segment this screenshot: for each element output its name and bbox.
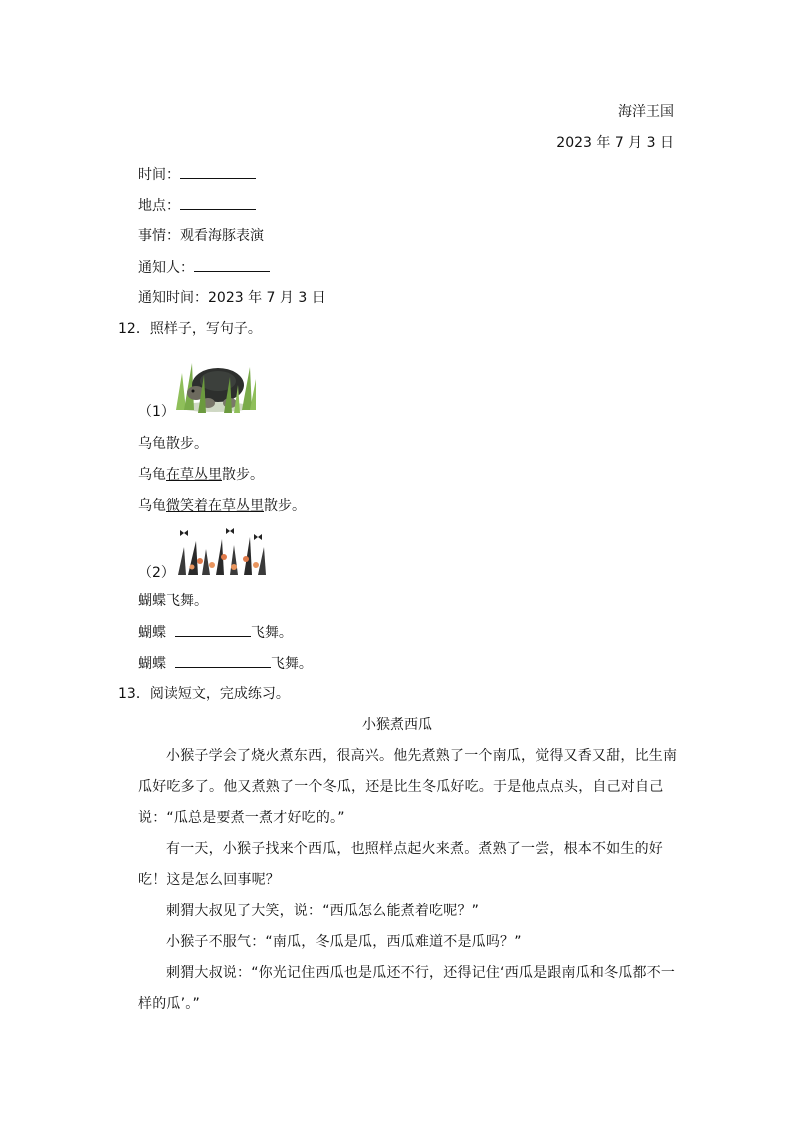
place-label: 地点：: [138, 198, 180, 214]
q13-heading: 13．阅读短文，完成练习。: [118, 686, 290, 702]
notify-time-value: 2023 年 7 月 3 日: [208, 290, 326, 306]
s2-underlined: 在草丛里: [166, 467, 222, 483]
time-row: [138, 164, 256, 185]
sentence-3: [138, 496, 306, 516]
event-value: 观看海豚表演: [180, 228, 264, 244]
b2-blank: [175, 622, 251, 637]
q12-heading: 12．照样子，写句子。: [118, 321, 262, 337]
notice-org: 海洋王国: [618, 104, 674, 120]
notify-time-label: 通知时间：: [138, 290, 208, 306]
story-paragraph-4: 小猴子不服气：“南瓜，冬瓜是瓜，西瓜难道不是瓜吗？”: [166, 934, 522, 950]
s2-verb: 散步。: [222, 467, 264, 483]
story-paragraph-2: 有一天，小猴子找来个西瓜，也照样点起火来煮。煮熟了一尝，根本不如生的好吃！这是怎么回事呢？: [138, 841, 663, 888]
notifier-label: 通知人：: [138, 260, 194, 276]
place-blank: [180, 195, 256, 210]
s3-underlined-1: 微笑着: [166, 498, 208, 514]
notify-time-row: [138, 288, 326, 308]
event-label: 事情：: [138, 228, 180, 244]
notifier-row: [138, 257, 270, 278]
story-paragraph-1: 小猴子学会了烧火煮东西，很高兴。他先煮熟了一个南瓜，觉得又香又甜，比生南瓜好吃多了。他又煮熟了一个冬瓜，还是比生冬瓜好吃。于是他点点头，自己对自己说：“瓜总是要煮一煮才好吃的。”: [138, 748, 678, 826]
butterflies-image: [172, 527, 274, 577]
sentence-2: [138, 465, 264, 485]
sentence-1: 乌龟散步。: [138, 436, 208, 452]
b2-subject: 蝴蝶: [138, 625, 166, 641]
turtle-image: [172, 355, 258, 415]
butterfly-sentence-3: [138, 653, 313, 674]
time-label: 时间：: [138, 167, 180, 183]
story-paragraph-3: 刺猬大叔见了大笑，说：“西瓜怎么能煮着吃呢？”: [166, 903, 480, 919]
event-row: [138, 226, 264, 246]
b3-verb: 飞舞。: [270, 656, 313, 672]
b3-blank: [175, 653, 271, 668]
b3-subject: 蝴蝶: [138, 656, 166, 672]
story-paragraph-5: 刺猬大叔说：“你光记住西瓜也是瓜还不行，还得记住‘西瓜是跟南瓜和冬瓜都不一样的瓜’。”: [138, 965, 676, 1012]
q12-item1-num: （1）: [138, 404, 175, 420]
s2-subject: 乌龟: [138, 467, 166, 483]
s3-subject: 乌龟: [138, 498, 166, 514]
q12-item2-num: （2）: [138, 565, 175, 581]
s3-verb: 散步。: [264, 498, 306, 514]
time-blank: [180, 164, 256, 179]
story-title: 小猴煮西瓜: [362, 717, 432, 733]
place-row: [138, 195, 256, 216]
s3-underlined-2: 在草丛里: [208, 498, 264, 514]
butterfly-sentence-1: 蝴蝶飞舞。: [138, 593, 208, 609]
notice-date: 2023 年 7 月 3 日: [556, 135, 674, 151]
b2-verb: 飞舞。: [250, 625, 293, 641]
butterfly-sentence-2: [138, 622, 293, 643]
notifier-blank: [194, 257, 270, 272]
